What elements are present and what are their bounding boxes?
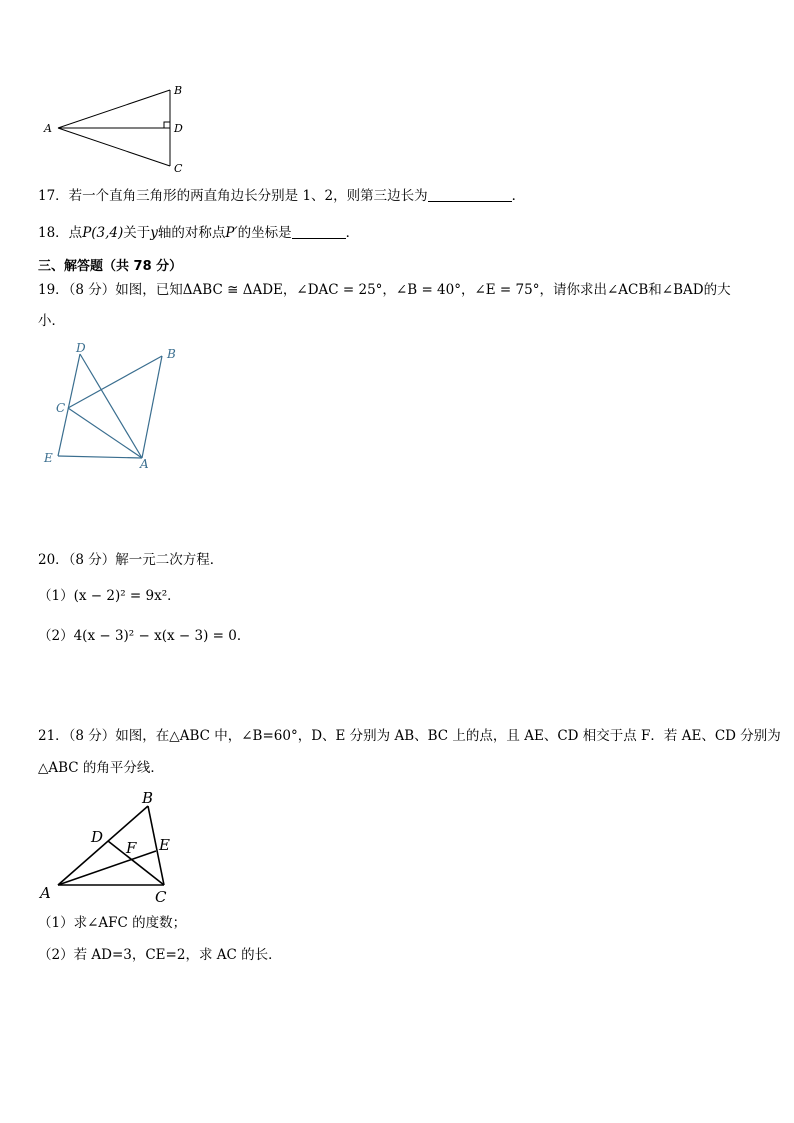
question-18 <box>38 224 359 242</box>
label-A: A <box>40 884 51 902</box>
label-E: E <box>159 836 170 854</box>
question-21-line1: 21．（8 分）如图，在△ABC 中，∠B=60°，D、E 分别为 AB、BC 上的点，且 AE、CD 相交于点 F．若 AE、CD 分别为 <box>38 728 781 744</box>
label-E: E <box>44 451 53 465</box>
question-19-line1: 19．（8 分）如图，已知ΔABC ≅ ΔADE，∠DAC = 25°，∠B = 40°，∠E = 75°，请你求出∠ACB和∠BAD的大 <box>38 282 731 298</box>
label-B: B <box>142 789 154 807</box>
label-B: B <box>174 84 183 97</box>
question-19-line2: 小． <box>38 313 65 329</box>
label-F: F <box>126 839 137 857</box>
question-20-part2: （2）4(x − 3)² − x(x − 3) = 0． <box>38 628 251 644</box>
q18-point2: P′ <box>225 225 238 241</box>
section-heading: 三、解答题（共 78 分） <box>38 259 183 274</box>
q18-prefix: 18．点 <box>38 225 83 241</box>
label-C: C <box>174 162 183 175</box>
question-20-title: 20．（8 分）解一元二次方程． <box>38 552 224 568</box>
question-21-line2: △ABC 的角平分线． <box>38 760 164 776</box>
q18-middle: 关于 <box>123 225 151 241</box>
answer-blank-17[interactable] <box>428 187 512 202</box>
figure-q19 <box>36 342 186 474</box>
q18-point: P(3,4) <box>82 225 124 241</box>
question-20-part1: （1）(x − 2)² = 9x²． <box>38 588 181 604</box>
question-21-part1: （1）求∠AFC 的度数； <box>38 915 187 931</box>
q18-axis: y <box>150 225 158 241</box>
figure-q21 <box>36 788 186 908</box>
question-17 <box>38 187 525 205</box>
label-B: B <box>167 347 176 361</box>
label-C: C <box>56 401 66 415</box>
answer-blank-18[interactable] <box>292 224 346 239</box>
label-D: D <box>76 342 86 355</box>
figure-q16 <box>40 82 200 178</box>
q18-suffix-text: 的坐标是 <box>237 225 292 241</box>
label-A: A <box>140 457 149 471</box>
label-D: D <box>174 122 183 135</box>
label-D: D <box>91 828 104 846</box>
label-C: C <box>155 888 167 906</box>
q18-middle2: 轴的对称点 <box>157 225 226 241</box>
q18-end: ． <box>345 225 360 241</box>
question-21-part2: （2）若 AD=3，CE=2，求 AC 的长． <box>38 947 282 963</box>
q17-text: 17．若一个直角三角形的两直角边长分别是 1、2，则第三边长为 <box>38 188 428 204</box>
label-A: A <box>44 122 52 135</box>
q17-suffix: ． <box>511 188 526 204</box>
